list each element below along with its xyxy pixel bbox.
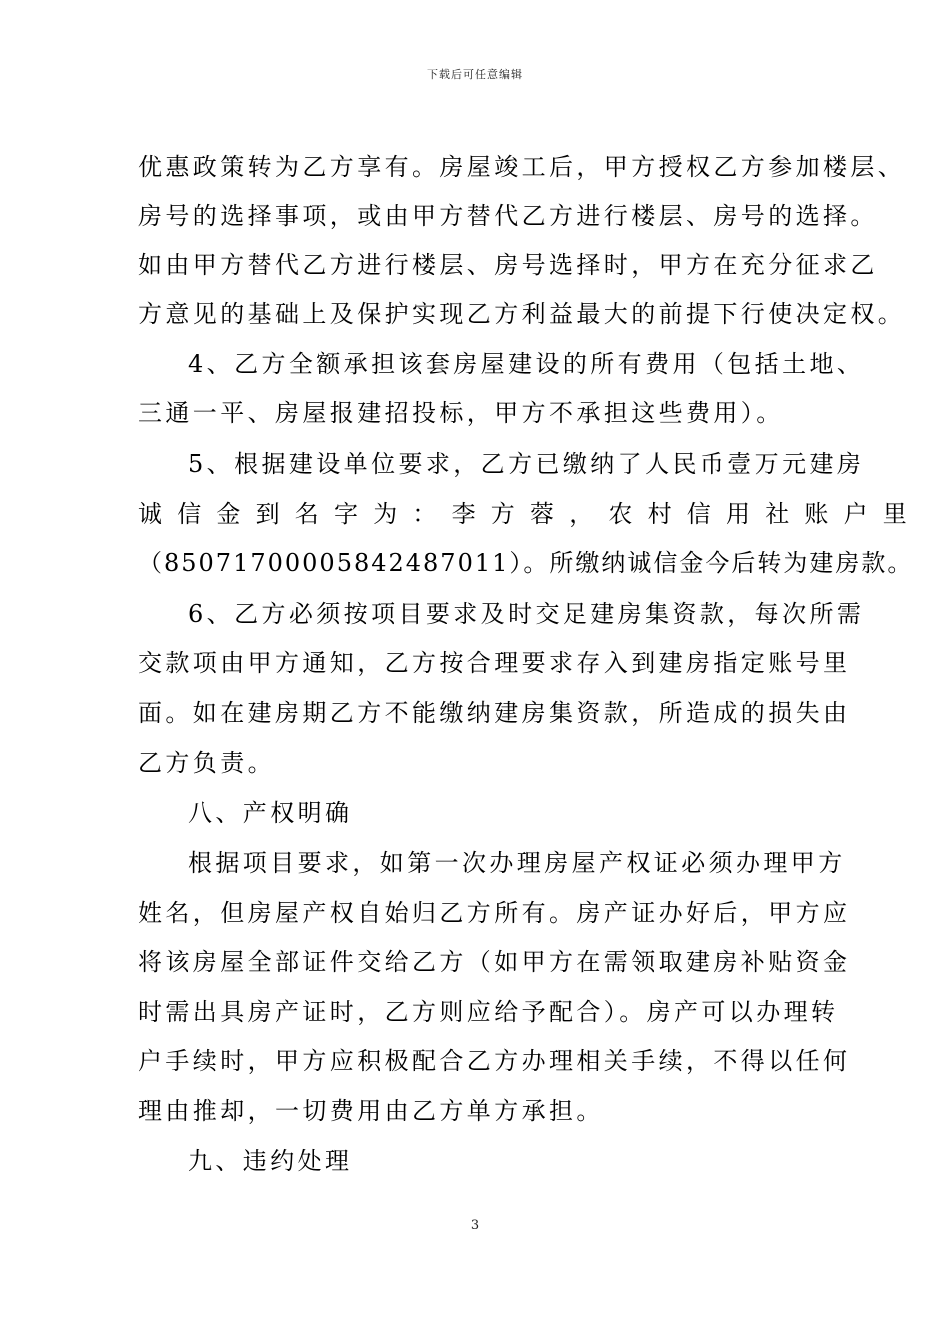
text-line: 优惠政策转为乙方享有。房屋竣工后，甲方授权乙方参加楼层、 [138, 153, 906, 181]
text-line: 理由推却，一切费用由乙方单方承担。 [138, 1097, 604, 1125]
text-line: 三通一平、房屋报建招投标，甲方不承担这些费用）。 [138, 399, 784, 427]
section-heading: 九、违约处理 [188, 1147, 353, 1175]
text-line: 姓名，但房屋产权自始归乙方所有。房产证办好后，甲方应 [138, 899, 851, 927]
text-line: 5、根据建设单位要求，乙方已缴纳了人民币壹万元建房 [188, 450, 865, 478]
text-line: 诚信金到名字为：李方蓉，农村信用社账户里 [138, 500, 922, 528]
text-line: 4、乙方全额承担该套房屋建设的所有费用（包括土地、 [188, 350, 865, 378]
header-note: 下载后可任意编辑 [427, 68, 523, 81]
text-line: 方意见的基础上及保护实现乙方利益最大的前提下行使决定权。 [138, 300, 906, 328]
text-line: 乙方负责。 [138, 749, 275, 777]
section-heading: 八、产权明确 [188, 799, 353, 827]
text-line: 户手续时，甲方应积极配合乙方办理相关手续，不得以任何 [138, 1047, 851, 1075]
page-number: 3 [470, 1218, 480, 1233]
text-line: 将该房屋全部证件交给乙方（如甲方在需领取建房补贴资金 [138, 948, 851, 976]
text-line: 根据项目要求，如第一次办理房屋产权证必须办理甲方 [188, 849, 846, 877]
text-line: 如由甲方替代乙方进行楼层、房号选择时，甲方在充分征求乙 [138, 251, 878, 279]
text-line: 房号的选择事项，或由甲方替代乙方进行楼层、房号的选择。 [138, 202, 878, 230]
text-line: 交款项由甲方通知，乙方按合理要求存入到建房指定账号里 [138, 649, 851, 677]
text-line: 6、乙方必须按项目要求及时交足建房集资款，每次所需 [188, 600, 865, 628]
text-line: 面。如在建房期乙方不能缴纳建房集资款，所造成的损失由 [138, 699, 851, 727]
text-line: 时需出具房产证时，乙方则应给予配合）。房产可以办理转 [138, 998, 839, 1026]
text-line: （85071700005842487011）。所缴纳诚信金今后转为建房款。 [138, 549, 914, 577]
